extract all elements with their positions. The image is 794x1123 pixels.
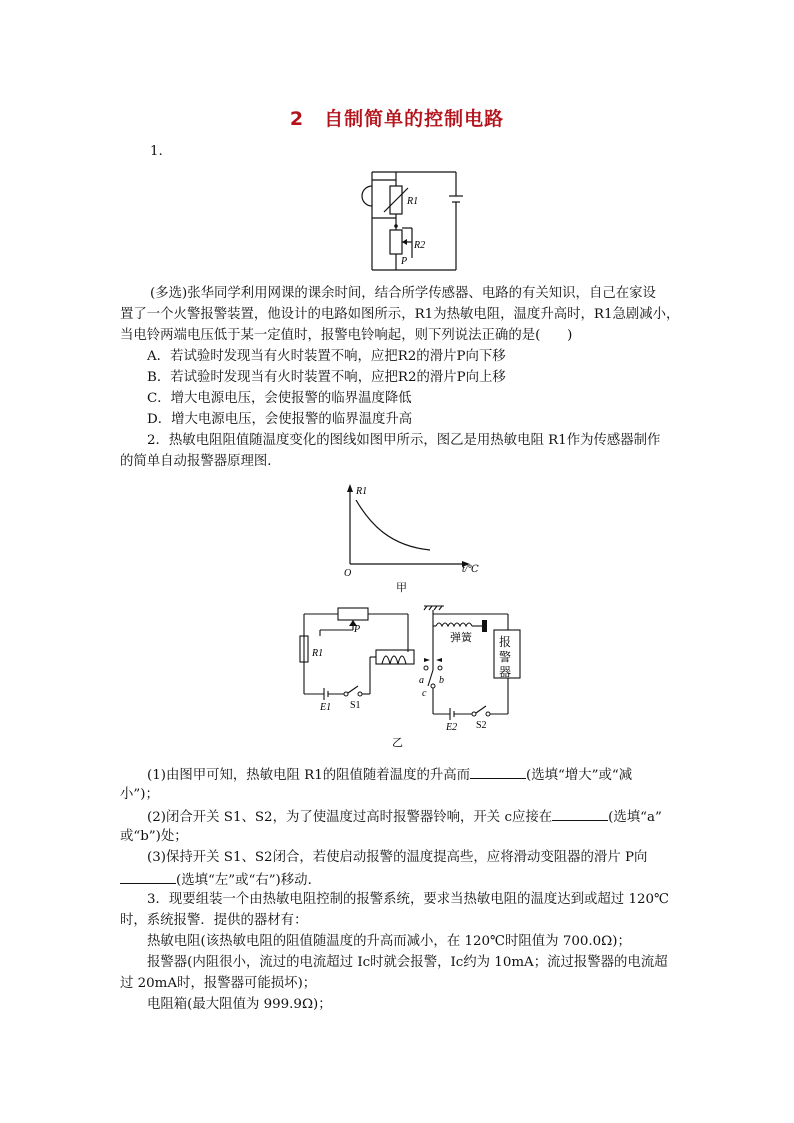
q1-option-c: C．增大电源电压，会使报警的临界温度降低 bbox=[147, 391, 412, 406]
q1-text-line-2: 置了一个火警报警装置，他设计的电路如图所示，R1为热敏电阻，温度升高时，R1急剧减小， bbox=[120, 307, 680, 322]
q2-sub-2-line-1: (2)闭合开关 S1、S2，为了使温度过高时报警器铃响，开关 c应接在 (选填“a” bbox=[147, 806, 662, 828]
circuit-b-label: b bbox=[439, 675, 444, 686]
circuit-c-label: c bbox=[422, 688, 427, 699]
q1-option-d: D．增大电源电压，会使报警的临界温度升高 bbox=[147, 412, 413, 427]
q3-text-line-4: 报警器(内阻很小，流过的电流超过 Ic时就会报警，Ic约为 10mA；流过报警器的电流超 bbox=[147, 955, 668, 970]
q3-text-line-5: 过 20mA时，报警器可能损坏)； bbox=[120, 976, 317, 991]
q1-number: 1. bbox=[150, 144, 163, 159]
q1-r2-label: R2 bbox=[414, 240, 426, 251]
circuit-e2-label: E2 bbox=[446, 722, 458, 733]
q3-text-line-1: 3．现要组装一个由热敏电阻控制的报警系统，要求当热敏电阻的温度达到或超过 120℃ bbox=[147, 892, 669, 907]
circuit-caption: 乙 bbox=[392, 737, 403, 749]
q2-text-line-2: 的简单自动报警器原理图． bbox=[120, 454, 281, 469]
q1-option-b: B．若试验时发现当有火时装置不响，应把R2的滑片P向上移 bbox=[147, 370, 506, 385]
circuit-alarm-char-2: 警 bbox=[499, 650, 512, 664]
circuit-s2-label: S2 bbox=[476, 720, 487, 731]
q3-text-line-3: 热敏电阻(该热敏电阻的阻值随温度的升高而减小，在 120℃时阻值为 700.0Ω)； bbox=[147, 934, 631, 949]
circuit-a-label: a bbox=[419, 675, 424, 686]
q2-sub-2-line-2: 或“b”)处； bbox=[120, 829, 188, 844]
q2-sub-3-line-2: (选填“左”或“右”)移动． bbox=[120, 869, 321, 891]
q1-text-line-3: 当电铃两端电压低于某一定值时，报警电铃响起，则下列说法正确的是( ) bbox=[120, 328, 573, 343]
q1-p-label: P bbox=[401, 256, 408, 267]
graph-origin-label: O bbox=[344, 568, 352, 579]
q2-text-line-1: 2．热敏电阻阻值随温度变化的图线如图甲所示，图乙是用热敏电阻 R1作为传感器制作 bbox=[147, 433, 661, 448]
circuit-spring-label: 弹簧 bbox=[450, 632, 472, 644]
graph-y-axis-label: R1 bbox=[356, 486, 368, 497]
r1-temperature-curve bbox=[356, 500, 430, 550]
circuit-alarm-char-3: 器 bbox=[499, 665, 512, 679]
section-title: 2 自制简单的控制电路 bbox=[289, 108, 505, 130]
circuit-alarm-char-1: 报 bbox=[499, 635, 512, 649]
graph-caption: 甲 bbox=[396, 582, 407, 594]
answer-blank-1[interactable] bbox=[470, 764, 526, 779]
q1-text-line-1: (多选)张华同学利用网课的课余时间，结合所学传感器、电路的有关知识，自己在家设 bbox=[150, 286, 656, 301]
graph-x-axis-label: t/℃ bbox=[462, 564, 479, 575]
circuit-p-label: P bbox=[354, 624, 361, 635]
q2-sub-1-line-1: (1)由图甲可知，热敏电阻 R1的阻值随着温度的升高而 (选填“增大”或“减 bbox=[147, 764, 632, 786]
circuit-s1-label: S1 bbox=[350, 700, 361, 711]
q2-graph-jia bbox=[318, 480, 486, 596]
circuit-r1-label: R1 bbox=[312, 648, 324, 659]
q2-circuit-yi bbox=[298, 600, 526, 752]
q3-text-line-2: 时，系统报警．提供的器材有： bbox=[120, 913, 308, 928]
q2-sub-1-line-2: 小”)； bbox=[120, 787, 159, 802]
q3-text-line-6: 电阻箱(最大阻值为 999.9Ω)； bbox=[147, 997, 332, 1012]
q1-r1-label: R1 bbox=[407, 196, 419, 207]
q1-option-a: A．若试验时发现当有火时装置不响，应把R2的滑片P向下移 bbox=[147, 349, 506, 364]
q1-circuit-figure bbox=[354, 166, 464, 274]
answer-blank-2[interactable] bbox=[552, 806, 608, 821]
answer-blank-3[interactable] bbox=[120, 869, 176, 884]
circuit-e1-label: E1 bbox=[320, 702, 332, 713]
q2-sub-3-line-1: (3)保持开关 S1、S2闭合，若使启动报警的温度提高些，应将滑动变阻器的滑片 P向 bbox=[147, 850, 648, 865]
